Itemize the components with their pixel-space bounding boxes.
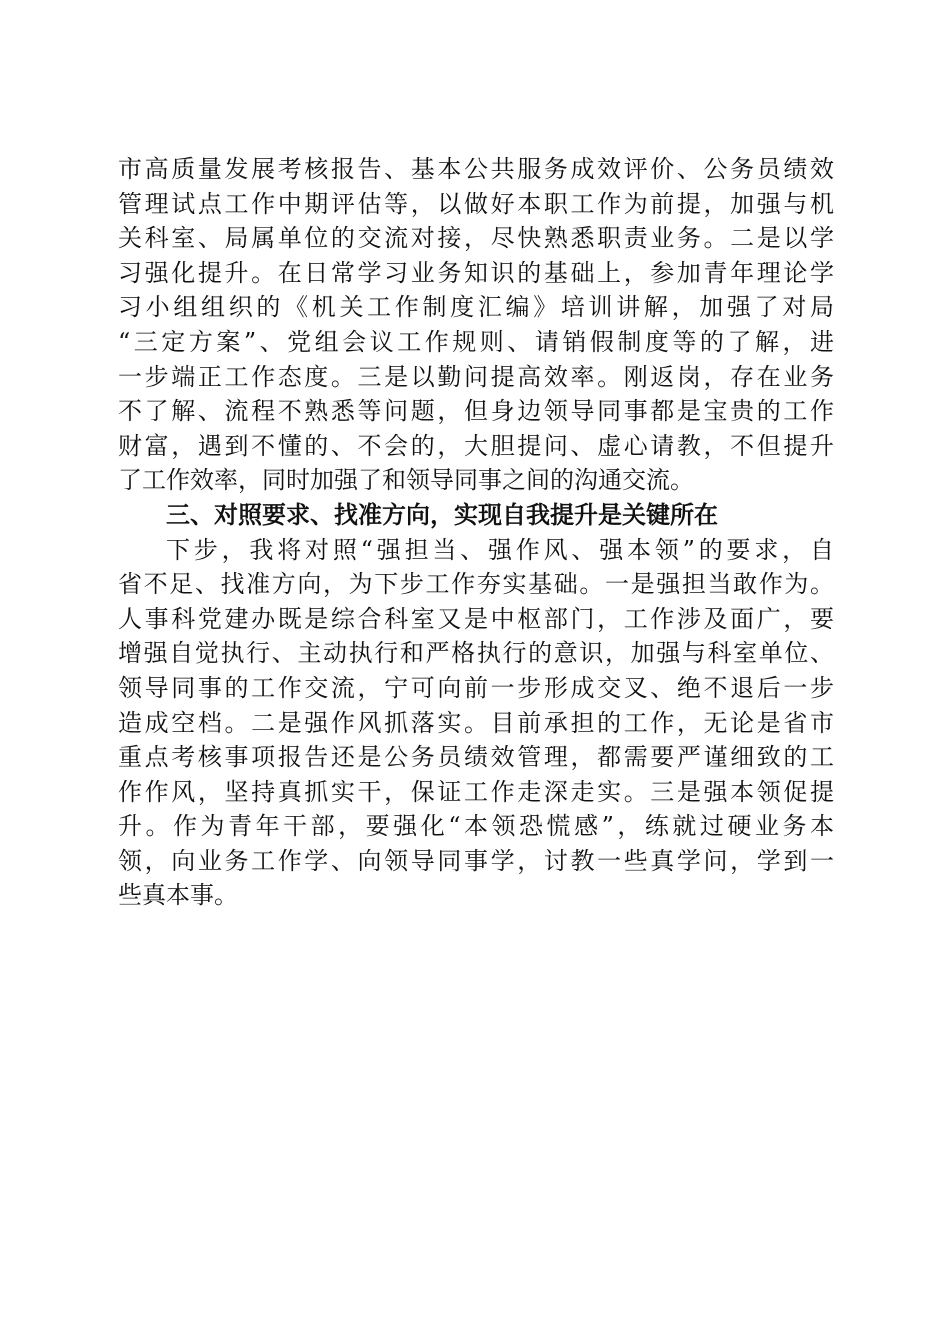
paragraph-line: 重点考核事项报告还是公务员绩效管理，都需要严谨细致的工 xyxy=(118,743,834,772)
section-heading: 三、对照要求、找准方向，实现自我提升是关键所在 xyxy=(166,500,718,529)
paragraph-line: 一步端正工作态度。三是以勤问提高效率。刚返岗，存在业务 xyxy=(118,362,834,391)
paragraph-line: 升。作为青年干部，要强化“本领恐慌感”，练就过硬业务本 xyxy=(118,812,834,841)
paragraph-line: 管理试点工作中期评估等，以做好本职工作为前提，加强与机 xyxy=(118,189,834,218)
paragraph-line: 作作风，坚持真抓实干，保证工作走深走实。三是强本领促提 xyxy=(118,777,834,806)
document-body xyxy=(118,152,834,913)
paragraph-line: 市高质量发展考核报告、基本公共服务成效评价、公务员绩效 xyxy=(118,155,834,183)
paragraph-line: 领导同事的工作交流，宁可向前一步形成交叉、绝不退后一步 xyxy=(118,673,834,702)
paragraph-line: 了工作效率，同时加强了和领导同事之间的沟通交流。 xyxy=(118,466,694,495)
section-paragraph xyxy=(118,533,834,914)
paragraph-line: 领，向业务工作学、向领导同事学，讨教一些真学问，学到一 xyxy=(118,846,834,875)
paragraph-line: 不了解、流程不熟悉等问题，但身边领导同事都是宝贵的工作 xyxy=(118,397,834,426)
paragraph-line: 财富，遇到不懂的、不会的，大胆提问、虚心请教，不但提升 xyxy=(118,431,834,460)
paragraph-line: 增强自觉执行、主动执行和严格执行的意识，加强与科室单位、 xyxy=(118,639,834,668)
paragraph-line: 习小组组织的《机关工作制度汇编》培训讲解，加强了对局 xyxy=(118,293,834,322)
paragraph-line: 关科室、局属单位的交流对接，尽快熟悉职责业务。二是以学 xyxy=(118,224,834,253)
paragraph-line: 些真本事。 xyxy=(118,881,238,910)
paragraph-line: 省不足、找准方向，为下步工作夯实基础。一是强担当敢作为。 xyxy=(118,570,834,599)
continued-paragraph xyxy=(118,152,834,498)
paragraph-line: 下步，我将对照“强担当、强作风、强本领”的要求，自 xyxy=(166,535,834,564)
paragraph-line: “三定方案”、党组会议工作规则、请销假制度等的了解，进 xyxy=(118,327,834,356)
paragraph-line: 造成空档。二是强作风抓落实。目前承担的工作，无论是省市 xyxy=(118,708,834,737)
paragraph-line: 人事科党建办既是综合科室又是中枢部门，工作涉及面广，要 xyxy=(118,604,834,633)
paragraph-line: 习强化提升。在日常学习业务知识的基础上，参加青年理论学 xyxy=(118,258,834,287)
